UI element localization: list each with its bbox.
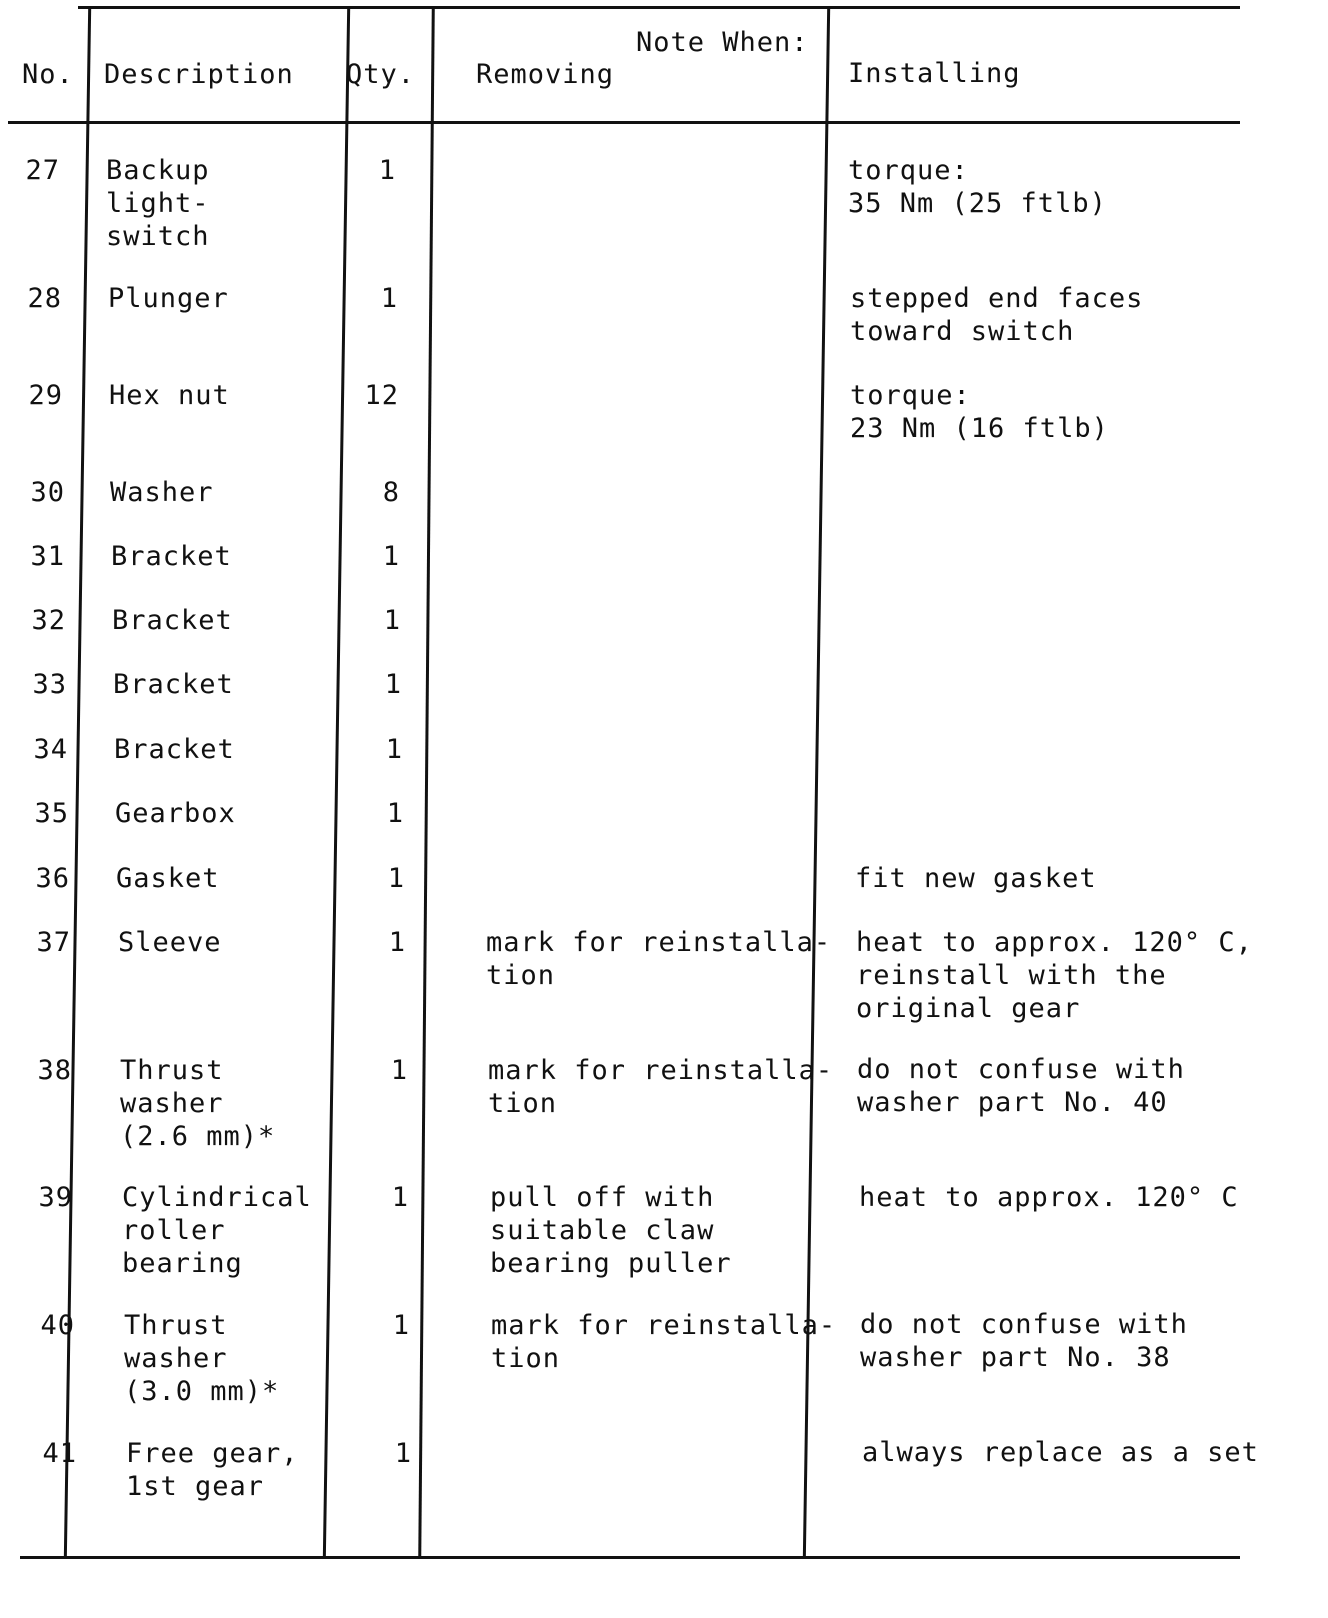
row-qty: 1: [392, 1310, 410, 1341]
row-installing: do not confuse with washer part No. 40: [857, 1054, 1185, 1118]
row-description: Bracket: [113, 669, 234, 700]
row-no: 32: [31, 605, 66, 636]
row-qty: 1: [378, 155, 396, 186]
row-qty: 12: [364, 380, 399, 411]
row-no: 35: [34, 798, 69, 829]
row-description: Free gear, 1st gear: [126, 1438, 299, 1502]
row-description: Hex nut: [109, 380, 230, 411]
header-description: Description: [104, 59, 294, 90]
row-no: 28: [27, 283, 62, 314]
row-qty: 1: [385, 734, 403, 765]
row-qty: 1: [390, 1055, 408, 1086]
row-description: Bracket: [114, 734, 235, 765]
row-description: Plunger: [108, 283, 229, 314]
row-installing: always replace as a set: [862, 1437, 1259, 1468]
row-installing: do not confuse with washer part No. 38: [860, 1309, 1188, 1373]
row-removing: mark for reinstalla- tion: [488, 1055, 834, 1119]
header-rule: [8, 121, 1240, 124]
row-no: 36: [35, 863, 70, 894]
row-installing: torque: 23 Nm (16 ftlb): [850, 380, 1109, 444]
row-qty: 1: [394, 1438, 412, 1469]
row-description: Bracket: [111, 541, 232, 572]
row-description: Bracket: [112, 605, 233, 636]
row-installing: stepped end faces toward switch: [850, 283, 1144, 347]
row-no: 30: [30, 477, 65, 508]
row-installing: heat to approx. 120° C, reinstall with the original gear: [856, 927, 1253, 1024]
header-no: No.: [22, 59, 74, 90]
row-qty: 1: [382, 541, 400, 572]
row-qty: 1: [383, 605, 401, 636]
row-no: 33: [32, 669, 67, 700]
top-rule: [78, 6, 1240, 9]
row-installing: heat to approx. 120° C: [859, 1182, 1239, 1213]
column-divider: [418, 8, 435, 1559]
bottom-rule: [20, 1556, 1240, 1559]
row-installing: fit new gasket: [855, 863, 1097, 894]
row-no: 38: [37, 1055, 72, 1086]
row-no: 40: [40, 1310, 75, 1341]
row-qty: 8: [382, 477, 400, 508]
header-removing: Removing: [476, 59, 615, 90]
row-description: Thrust washer (3.0 mm)*: [124, 1310, 280, 1407]
header-qty: Qty.: [346, 59, 416, 90]
row-qty: 1: [380, 283, 398, 314]
row-no: 27: [25, 155, 60, 186]
row-qty: 1: [387, 863, 405, 894]
row-no: 29: [28, 380, 63, 411]
row-qty: 1: [384, 669, 402, 700]
row-qty: 1: [391, 1182, 409, 1213]
column-divider: [323, 8, 350, 1559]
row-no: 37: [36, 927, 71, 958]
row-description: Backup light- switch: [106, 155, 210, 252]
row-description: Thrust washer (2.6 mm)*: [120, 1055, 276, 1152]
row-no: 39: [38, 1182, 73, 1213]
row-no: 34: [33, 734, 68, 765]
row-qty: 1: [388, 927, 406, 958]
row-no: 31: [30, 541, 65, 572]
header-installing: Installing: [848, 58, 1021, 89]
row-removing: pull off with suitable claw bearing puller: [490, 1182, 732, 1279]
row-description: Gasket: [116, 863, 220, 894]
row-description: Washer: [110, 477, 214, 508]
row-description: Cylindrical roller bearing: [122, 1182, 312, 1279]
header-note-when: Note When:: [636, 27, 809, 58]
row-qty: 1: [386, 798, 404, 829]
row-description: Sleeve: [118, 927, 222, 958]
row-removing: mark for reinstalla- tion: [491, 1310, 837, 1374]
row-removing: mark for reinstalla- tion: [486, 927, 832, 991]
row-description: Gearbox: [115, 798, 236, 829]
row-installing: torque: 35 Nm (25 ftlb): [848, 155, 1107, 219]
row-no: 41: [42, 1438, 77, 1469]
